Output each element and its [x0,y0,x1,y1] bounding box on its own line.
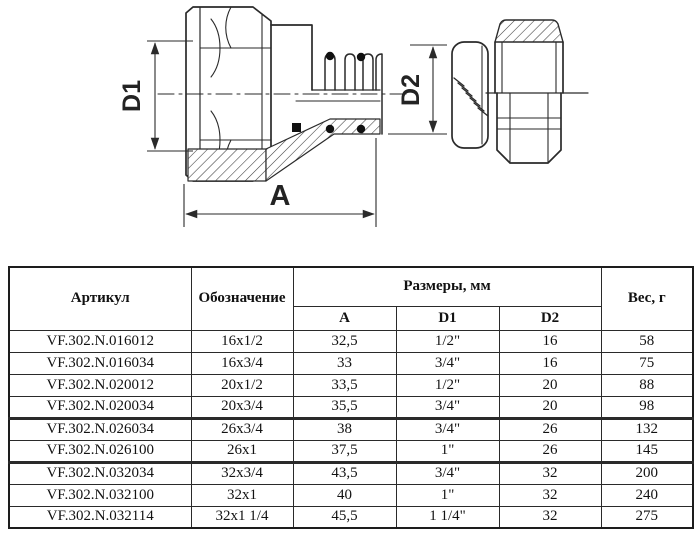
dim-a-cell: 32,5 [293,330,396,352]
header-dim-a: A [293,306,396,330]
designation-cell: 26x1 [191,440,293,462]
dim-d1-cell: 1 1/4" [396,506,499,528]
dim-d2-cell: 26 [499,440,601,462]
weight-cell: 240 [601,484,693,506]
dim-a-cell: 35,5 [293,396,396,418]
article-cell: VF.302.N.020034 [9,396,191,418]
dim-a-cell: 33,5 [293,374,396,396]
article-cell: VF.302.N.032114 [9,506,191,528]
dim-d1-cell: 1" [396,440,499,462]
table-row [9,462,693,484]
weight-cell: 145 [601,440,693,462]
dim-d1-label: D1 [118,80,146,112]
dimension-d2 [388,45,447,134]
designation-cell: 32x1 1/4 [191,506,293,528]
dim-d2-label: D2 [397,74,425,106]
nut-cap-hatch [495,20,563,42]
dim-d1-cell: 1/2" [396,330,499,352]
header-dim-d2: D2 [499,306,601,330]
table-row [9,440,693,462]
designation-cell: 16x1/2 [191,330,293,352]
spec-table [8,266,694,529]
weight-cell: 132 [601,418,693,440]
section-hatch-nut-wall [188,149,266,181]
dim-a-cell: 33 [293,352,396,374]
fitting-section-view [158,7,408,181]
weight-cell: 88 [601,374,693,396]
weight-cell: 275 [601,506,693,528]
dim-d2-cell: 20 [499,396,601,418]
header-dimensions: Размеры, мм [293,267,601,306]
table-row [9,506,693,528]
dim-d1-cell: 1/2" [396,374,499,396]
designation-cell: 32x3/4 [191,462,293,484]
dim-d2-cell: 32 [499,506,601,528]
dim-d2-cell: 32 [499,484,601,506]
fitting-technical-drawing [0,0,700,258]
weight-cell: 58 [601,330,693,352]
article-cell: VF.302.N.016012 [9,330,191,352]
table-row [9,330,693,352]
dim-a-label: A [269,180,291,212]
nut-hex-outline [497,93,561,163]
dim-a-cell: 43,5 [293,462,396,484]
table-row [9,396,693,418]
table-row [9,352,693,374]
header-dim-d1: D1 [396,306,499,330]
dim-a-cell: 37,5 [293,440,396,462]
dim-a-cell: 40 [293,484,396,506]
dim-d1-cell: 1" [396,484,499,506]
header-designation: Обозначение [191,267,293,330]
dim-d2-cell: 16 [499,330,601,352]
dim-d2-cell: 16 [499,352,601,374]
designation-cell: 26x3/4 [191,418,293,440]
barb-band-strokes [454,78,488,116]
dim-d1-cell: 3/4" [396,462,499,484]
dim-d1-cell: 3/4" [396,396,499,418]
dim-a-cell: 38 [293,418,396,440]
dim-d1-cell: 3/4" [396,418,499,440]
designation-cell: 20x1/2 [191,374,293,396]
dim-d2-cell: 26 [499,418,601,440]
table-row [9,374,693,396]
article-cell: VF.302.N.026100 [9,440,191,462]
header-weight: Вес, г [601,267,693,330]
article-cell: VF.302.N.032034 [9,462,191,484]
fitting-drawing-svg [0,0,700,258]
dim-d2-cell: 20 [499,374,601,396]
article-cell: VF.302.N.026034 [9,418,191,440]
fitting-end-view [452,20,588,163]
weight-cell: 75 [601,352,693,374]
dimension-d1 [118,41,193,151]
designation-cell: 16x3/4 [191,352,293,374]
body-step-outline [271,25,312,90]
table-row [9,484,693,506]
dim-d2-cell: 32 [499,462,601,484]
article-cell: VF.302.N.020012 [9,374,191,396]
article-cell: VF.302.N.032100 [9,484,191,506]
dim-d1-cell: 3/4" [396,352,499,374]
dim-a-cell: 45,5 [293,506,396,528]
designation-cell: 20x3/4 [191,396,293,418]
seal-cross-section [292,123,301,132]
weight-cell: 200 [601,462,693,484]
designation-cell: 32x1 [191,484,293,506]
table-row [9,418,693,440]
header-article: Артикул [9,267,191,330]
weight-cell: 98 [601,396,693,418]
article-cell: VF.302.N.016034 [9,352,191,374]
